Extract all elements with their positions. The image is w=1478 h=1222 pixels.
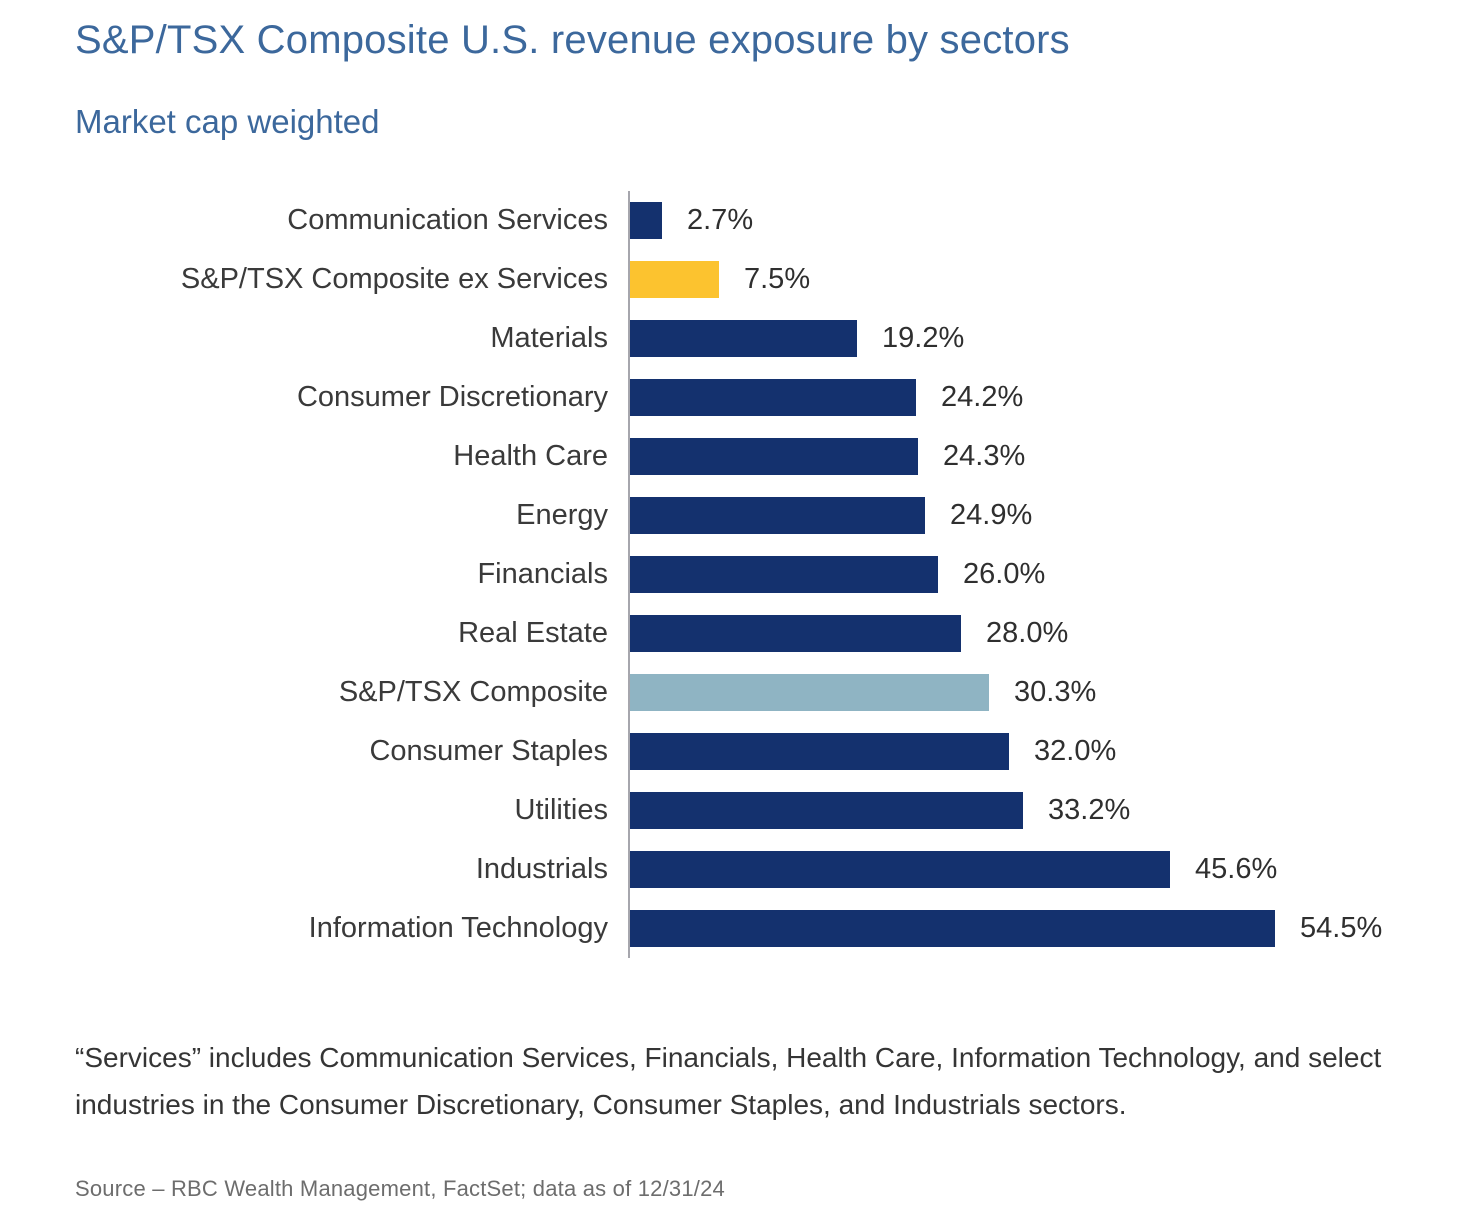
category-label: Information Technology	[308, 912, 608, 944]
bar-area	[628, 545, 1465, 604]
chart-row	[75, 368, 1465, 427]
bar-area	[628, 840, 1465, 899]
value-label: 30.3%	[1014, 676, 1097, 708]
category-label: Communication Services	[287, 204, 608, 236]
bar-chart	[75, 191, 1465, 958]
value-label: 45.6%	[1195, 853, 1278, 885]
chart-row	[75, 545, 1465, 604]
chart-row	[75, 486, 1465, 545]
bar	[630, 556, 938, 593]
category-label: Financials	[477, 558, 608, 590]
bar	[630, 792, 1023, 829]
bar	[630, 674, 989, 711]
category-label: Utilities	[514, 794, 608, 826]
chart-row	[75, 722, 1465, 781]
bar-area	[628, 250, 1465, 309]
value-label: 32.0%	[1034, 735, 1117, 767]
value-label: 19.2%	[882, 322, 965, 354]
category-label: S&P/TSX Composite ex Services	[180, 263, 608, 295]
bar	[630, 497, 925, 534]
chart-row	[75, 250, 1465, 309]
value-label: 28.0%	[986, 617, 1069, 649]
chart-row	[75, 899, 1465, 958]
category-label: Health Care	[453, 440, 608, 472]
footnote: “Services” includes Communication Services, Financials, Health Care, Information Technology, and select industries in the Consumer Discretionary, Consumer Staples, and Industrials sectors.	[75, 1042, 1382, 1121]
bar-area	[628, 663, 1465, 722]
chart-row	[75, 191, 1465, 250]
chart-row	[75, 781, 1465, 840]
bar-area	[628, 427, 1465, 486]
chart-row	[75, 604, 1465, 663]
value-label: 24.2%	[941, 381, 1024, 413]
bar-area	[628, 781, 1465, 840]
value-label: 24.9%	[950, 499, 1033, 531]
bar	[630, 320, 857, 357]
bar-area	[628, 604, 1465, 663]
value-label: 54.5%	[1300, 912, 1383, 944]
bar	[630, 202, 662, 239]
category-label: Energy	[516, 499, 608, 531]
bar	[630, 438, 918, 475]
category-label: S&P/TSX Composite	[338, 676, 608, 708]
bar-area	[628, 309, 1465, 368]
bar-area	[628, 722, 1465, 781]
chart-subtitle: Market cap weighted	[75, 103, 380, 140]
value-label: 2.7%	[687, 204, 754, 236]
bar-area	[628, 899, 1465, 958]
source-note: Source – RBC Wealth Management, FactSet; data as of 12/31/24	[75, 1176, 725, 1202]
category-label: Materials	[490, 322, 608, 354]
bar-area	[628, 486, 1465, 545]
category-label: Consumer Discretionary	[296, 381, 608, 413]
category-label: Real Estate	[458, 617, 608, 649]
chart-title: S&P/TSX Composite U.S. revenue exposure by sectors	[75, 18, 1070, 62]
bar	[630, 261, 719, 298]
category-label: Consumer Staples	[369, 735, 608, 767]
category-label: Industrials	[475, 853, 608, 885]
value-label: 24.3%	[943, 440, 1026, 472]
bar	[630, 851, 1170, 888]
chart-row	[75, 427, 1465, 486]
value-label: 26.0%	[963, 558, 1046, 590]
value-label: 7.5%	[744, 263, 811, 295]
bar	[630, 733, 1009, 770]
bar	[630, 379, 916, 416]
value-label: 33.2%	[1048, 794, 1131, 826]
bar	[630, 910, 1275, 947]
chart-row	[75, 309, 1465, 368]
chart-row	[75, 840, 1465, 899]
chart-row	[75, 663, 1465, 722]
bar-area	[628, 191, 1465, 250]
bar	[630, 615, 961, 652]
bar-area	[628, 368, 1465, 427]
